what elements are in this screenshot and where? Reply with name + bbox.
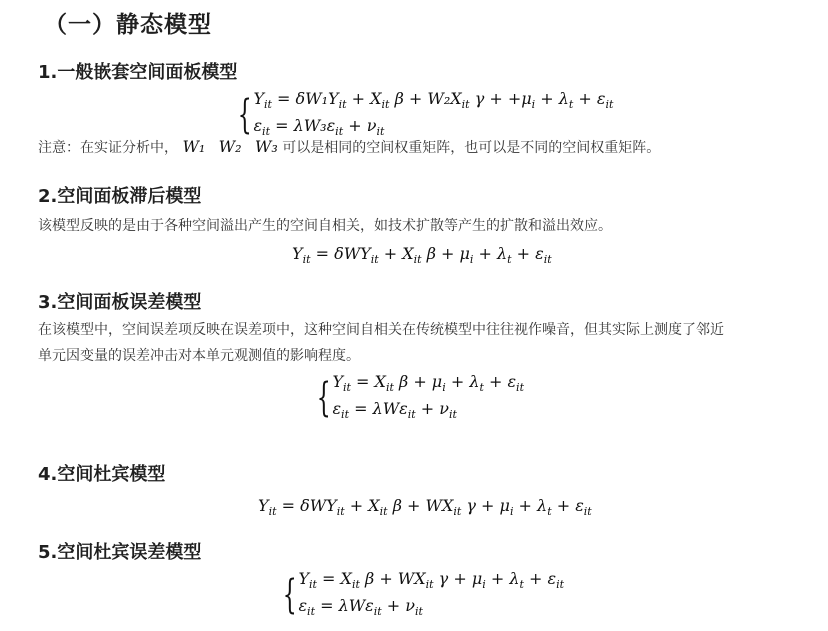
model-3-eq-2: $\varepsilon_{it} = \lambda W\varepsilon_{it} + \nu_{it}$: [332, 399, 457, 422]
note-w1: W₁: [182, 137, 206, 156]
model-3-text-1: 在该模型中，空间误差项反映在误差项中，这种空间自相关在传统模型中往往视作噪音，但其实际上测度了邻近: [38, 322, 724, 338]
note-prefix: 注意：在实证分析中，: [38, 140, 178, 156]
model-1-eq-1: $Y_{it} = \delta W_1Y_{it} + X_{it}$ $\beta + W_2X_{it}$ $\gamma + +\mu_i + \lambda_t + \varepsilon_{it}$: [253, 89, 614, 112]
brace: {: [282, 572, 297, 619]
model-2-heading: 2.空间面板滞后模型: [38, 186, 202, 207]
model-5-equation-system: [277, 568, 564, 622]
model-1-note: [38, 134, 660, 161]
model-1-heading: 1.一般嵌套空间面板模型: [38, 62, 238, 83]
model-4-eq: $Y_{it} = \delta WY_{it} + X_{it}$ $\beta + WX_{it}$ $\gamma + \mu_i + \lambda_t + \varepsilon_{it}$: [258, 496, 592, 519]
model-3-equation-system: [311, 371, 524, 425]
model-1-eq-2: $\varepsilon_{it} = \lambda W_3\varepsilon_{it} + \nu_{it}$: [253, 116, 385, 139]
model-5-eq-1: $Y_{it} = X_{it}$ $\beta + WX_{it}$ $\gamma + \mu_i + \lambda_t + \varepsilon_{it}$: [298, 569, 565, 592]
note-w2: W₂: [218, 137, 242, 156]
model-3-text-2: 单元因变量的误差冲击对本单元观测值的影响程度。: [38, 348, 360, 364]
model-3-eq-1: $Y_{it} = X_{it}$ $\beta + \mu_i + \lambda_t + \varepsilon_{it}$: [332, 372, 524, 395]
model-5-heading: 5.空间杜宾误差模型: [38, 542, 202, 563]
brace: {: [316, 375, 331, 422]
model-3-heading: 3.空间面板误差模型: [38, 292, 202, 313]
section-title: （一）静态模型: [44, 12, 212, 38]
brace: {: [237, 92, 252, 139]
model-2-eq: $Y_{it} = \delta WY_{it} + X_{it}$ $\beta + \mu_i + \lambda_t + \varepsilon_{it}$: [292, 244, 552, 267]
note-w3: W₃: [254, 137, 278, 156]
model-4-heading: 4.空间杜宾模型: [38, 464, 166, 485]
model-5-eq-2: $\varepsilon_{it} = \lambda W\varepsilon_{it} + \nu_{it}$: [298, 596, 423, 619]
note-suffix: 可以是相同的空间权重矩阵，也可以是不同的空间权重矩阵。: [282, 140, 661, 156]
model-2-text: 该模型反映的是由于各种空间溢出产生的空间自相关，如技术扩散等产生的扩散和溢出效应。: [38, 218, 612, 234]
